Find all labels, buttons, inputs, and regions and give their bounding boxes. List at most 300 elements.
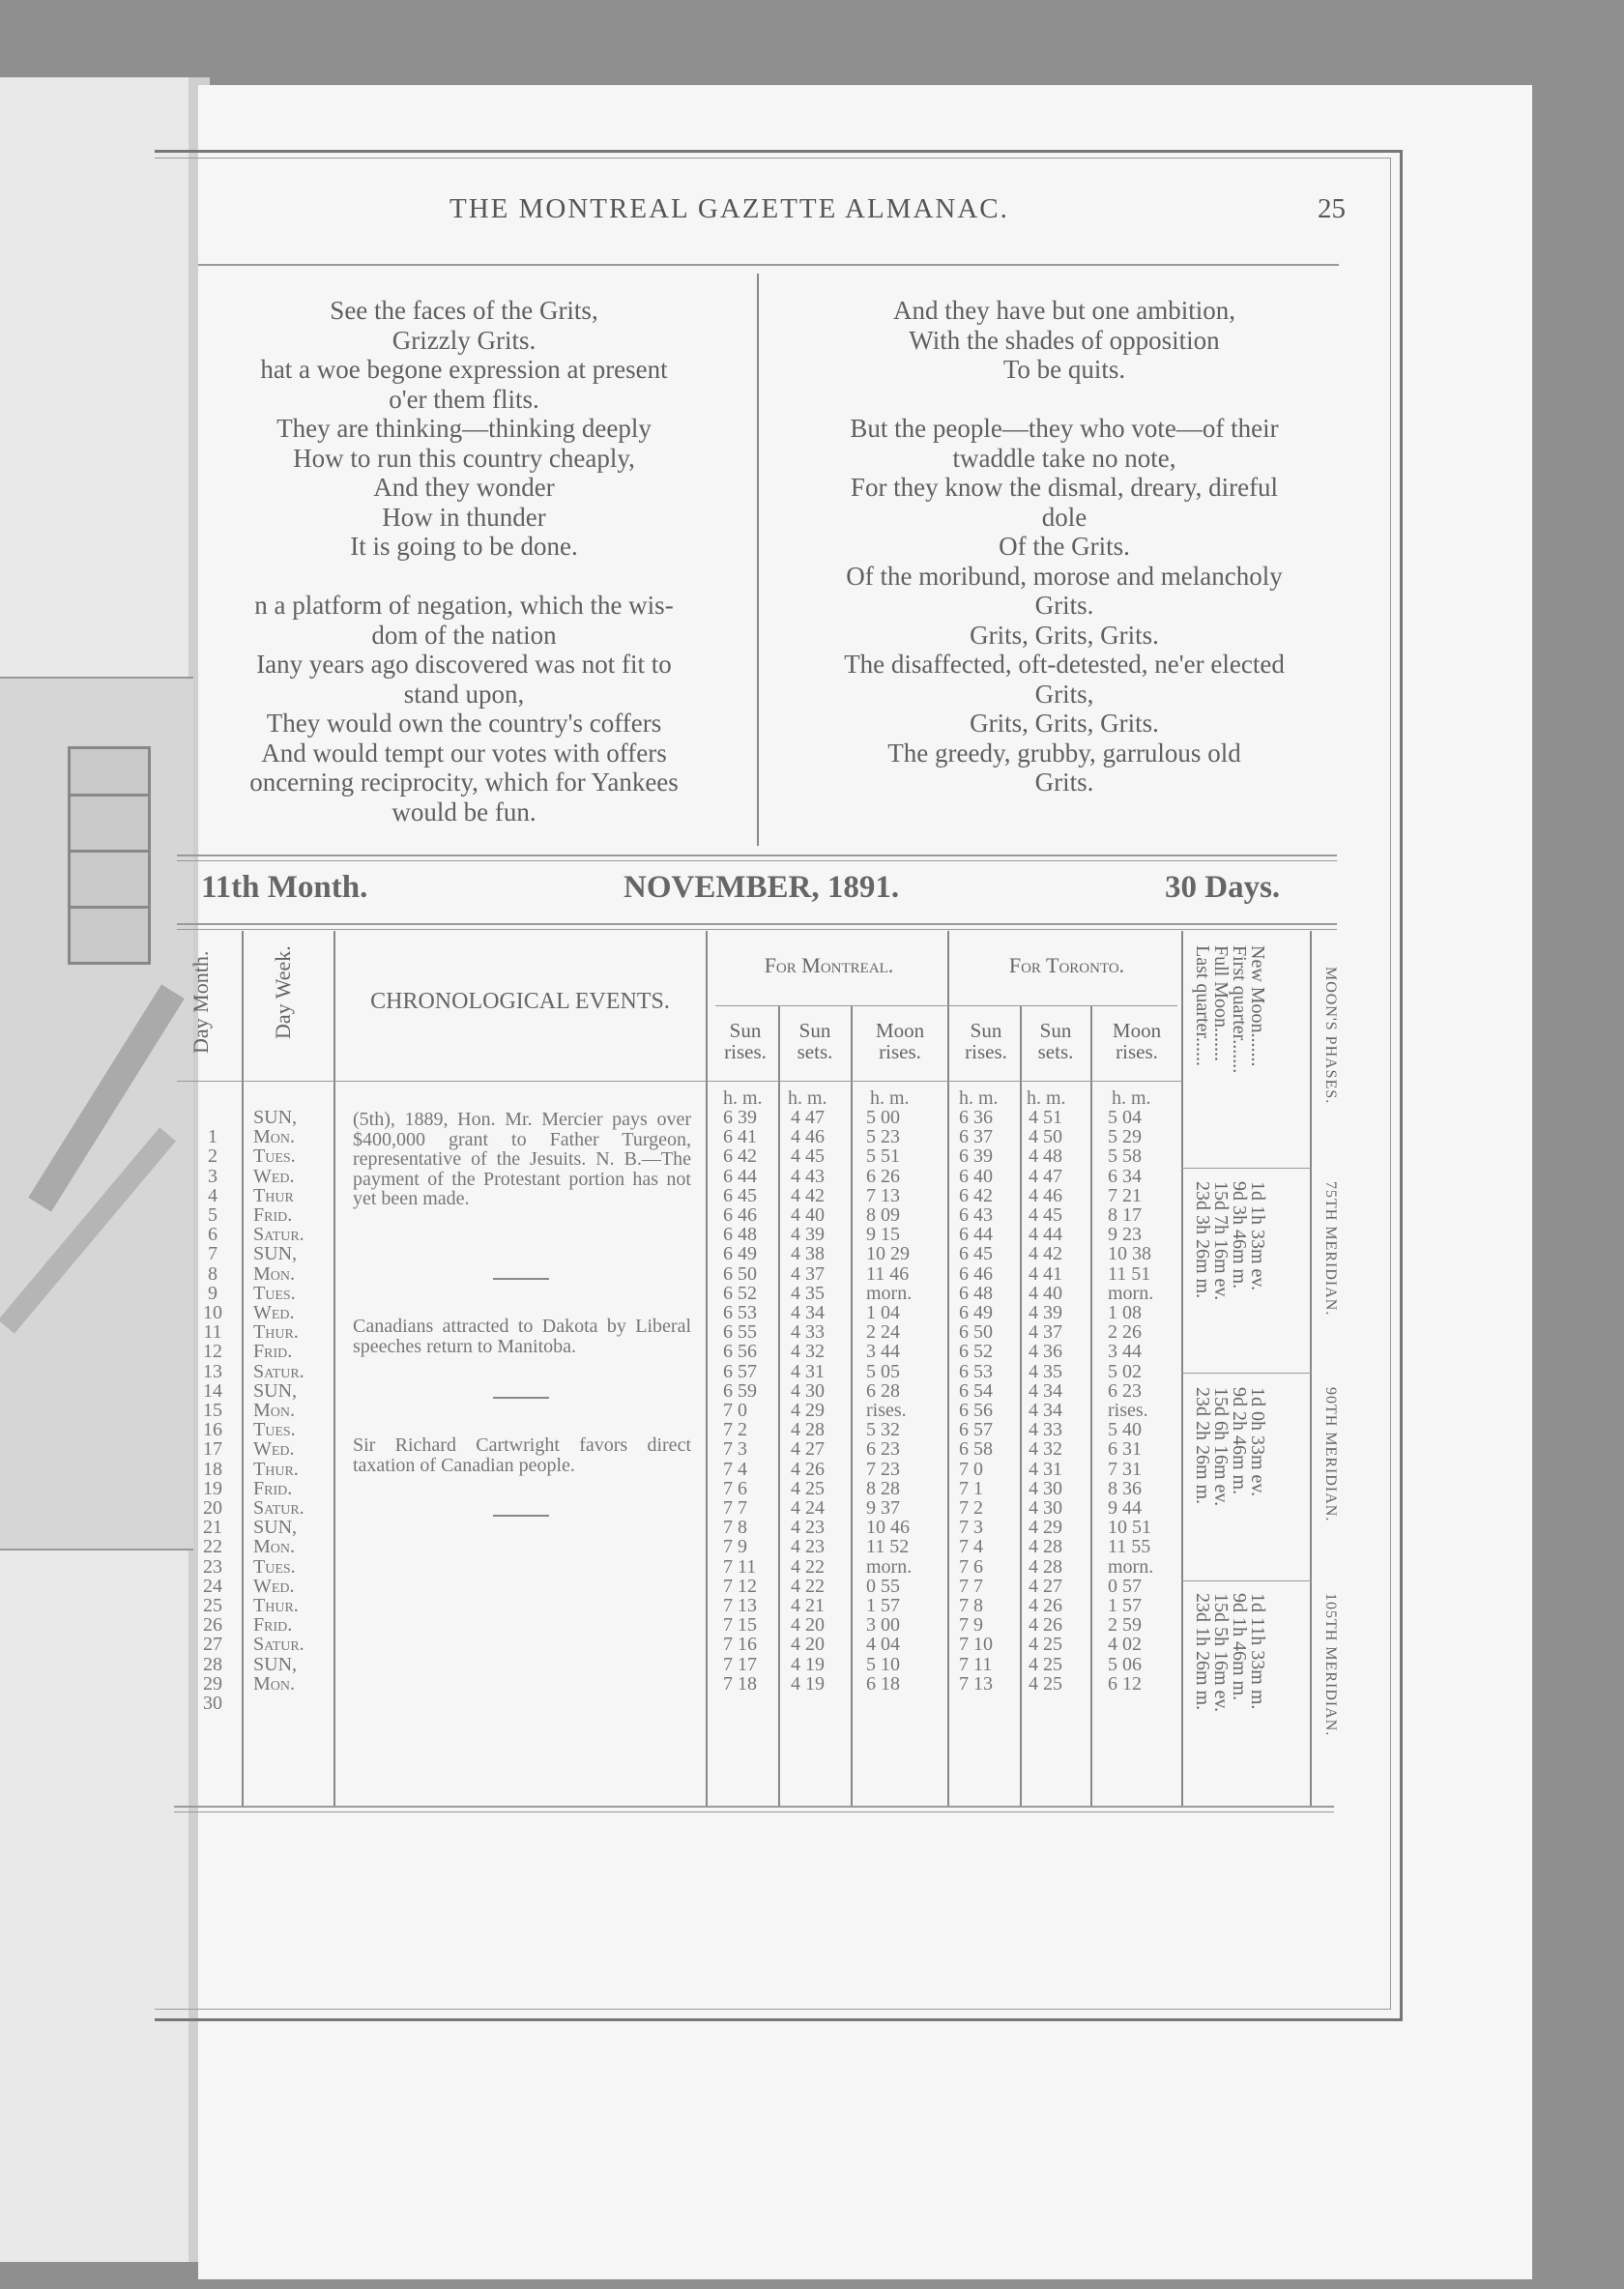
poem-line: They are thinking—thinking deeply — [276, 414, 652, 443]
phase-entry: 1d 1h 33m ev. — [1247, 1181, 1268, 1291]
table-cell: 6 12 — [1108, 1672, 1142, 1695]
table-cell: 4 38 — [791, 1243, 825, 1265]
header-montreal-moon-rises: Moon rises. — [875, 1019, 925, 1063]
table-cell: 4 41 — [1029, 1262, 1062, 1285]
poem-line: oncerning reciprocity, which for Yankees — [249, 768, 679, 797]
table-cell: 6 49 — [723, 1243, 757, 1265]
table-cell: 4 39 — [791, 1224, 825, 1246]
table-cell: 1 04 — [866, 1302, 900, 1324]
table-cell: 0 55 — [866, 1575, 900, 1597]
table-cell: 6 34 — [1108, 1165, 1142, 1187]
table-cell: Tues. — [253, 1145, 296, 1168]
table-cell: 6 43 — [959, 1204, 993, 1227]
table-cell: 7 11 — [959, 1653, 993, 1675]
meridian-75th-label: 75TH MERIDIAN. — [1322, 1181, 1339, 1317]
poem-line: But the people—they who vote—of their — [850, 414, 1279, 443]
poem-line: With the shades of opposition — [909, 325, 1220, 355]
table-cell: 7 9 — [959, 1614, 983, 1637]
table-cell: 4 51 — [1029, 1107, 1062, 1128]
table-cell: Thur. — [253, 1321, 299, 1344]
phase-rule — [1181, 1373, 1312, 1374]
table-cell: Tues. — [253, 1282, 296, 1304]
table-cell: 7 8 — [723, 1517, 747, 1539]
table-cell: 6 45 — [959, 1243, 993, 1265]
table-cell: 5 10 — [866, 1653, 900, 1675]
poem-line: And would tempt our votes with offers — [261, 738, 667, 768]
event-mercier-grant: (5th), 1889, Hon. Mr. Mercier pays over $400,000 grant to Father Turgeon, representative of the Jesuits. N. B.—The payment of the Protestant portion has not yet been made. — [353, 1109, 691, 1209]
table-cell: 4 45 — [791, 1145, 825, 1168]
table-cell: 4 19 — [791, 1653, 825, 1675]
header-chronological-events: CHRONOLOGICAL EVENTS. — [370, 989, 670, 1014]
table-cell: 4 39 — [1029, 1302, 1062, 1324]
table-cell: 4 50 — [1029, 1126, 1062, 1148]
table-bottom-rule-2 — [174, 1811, 1334, 1812]
phase-entry: 9d 1h 46m m. — [1229, 1593, 1250, 1701]
col-divider — [1181, 931, 1183, 1806]
poem-line: And they wonder — [373, 473, 555, 502]
table-cell: SUN, — [253, 1517, 298, 1539]
table-cell: morn. — [1108, 1555, 1154, 1578]
table-cell: 6 53 — [723, 1302, 757, 1324]
col-divider — [851, 1005, 853, 1806]
table-cell: 7 7 — [959, 1575, 983, 1597]
event-separator — [493, 1515, 549, 1517]
table-cell: 8 17 — [1108, 1204, 1142, 1227]
month-days: 30 Days. — [1165, 870, 1281, 905]
table-cell: 6 39 — [723, 1107, 757, 1128]
table-cell: 4 37 — [1029, 1321, 1062, 1344]
table-cell: 4 23 — [791, 1517, 825, 1539]
poem-line: The disaffected, oft-detested, ne'er elected — [844, 650, 1285, 679]
table-cell: 4 27 — [1029, 1575, 1062, 1597]
month-name: NOVEMBER, 1891. — [624, 870, 900, 905]
table-cell: 4 32 — [791, 1341, 825, 1363]
poem-line: dole — [1041, 502, 1088, 532]
table-cell: 3 44 — [866, 1341, 900, 1363]
table-cell: 20 — [203, 1497, 222, 1520]
table-cell: Satur. — [253, 1497, 304, 1520]
table-cell: 4 42 — [1029, 1243, 1062, 1265]
table-cell: 5 00 — [866, 1107, 900, 1128]
table-cell: 1 08 — [1108, 1302, 1142, 1324]
poem-line: stand upon, — [403, 679, 525, 709]
table-cell: 30 — [203, 1693, 222, 1715]
table-cell: 4 34 — [1029, 1379, 1062, 1402]
table-cell: Frid. — [253, 1341, 293, 1363]
table-cell: 7 13 — [866, 1184, 900, 1206]
table-cell: rises. — [866, 1400, 907, 1422]
table-cell: SUN, — [253, 1653, 298, 1675]
phase-times-105th — [1193, 1593, 1266, 1712]
phase-entry: 15d 6h 16m ev. — [1210, 1387, 1232, 1507]
table-cell: 4 32 — [1029, 1438, 1062, 1461]
units-hm: h. m. — [788, 1087, 827, 1109]
table-cell: 7 — [208, 1243, 218, 1265]
table-cell: 4 26 — [1029, 1595, 1062, 1617]
poem-line: o'er them flits. — [389, 384, 539, 414]
table-cell: 7 7 — [723, 1497, 747, 1520]
poem-right-column — [783, 296, 1346, 797]
toronto-sun-rises-column — [959, 1108, 993, 1694]
table-cell: 5 — [208, 1204, 218, 1227]
table-cell: 6 54 — [959, 1379, 993, 1402]
phase-entry: 23d 2h 26m m. — [1192, 1387, 1213, 1505]
table-cell: 4 20 — [791, 1634, 825, 1656]
table-top-rule-2 — [177, 929, 1337, 930]
table-cell: 6 41 — [723, 1126, 757, 1148]
poem-line: How to run this country cheaply, — [293, 443, 635, 473]
poem-line: Grizzly Grits. — [392, 325, 536, 355]
table-cell: Mon. — [253, 1262, 296, 1285]
table-cell: 2 24 — [866, 1321, 900, 1344]
table-cell: 4 33 — [791, 1321, 825, 1344]
table-cell: 4 25 — [791, 1477, 825, 1499]
poem-line: See the faces of the Grits, — [330, 296, 598, 325]
poem-line: They would own the country's coffers — [266, 709, 662, 738]
table-cell: 7 4 — [723, 1458, 747, 1480]
table-cell: 4 28 — [1029, 1555, 1062, 1578]
phase-entry: Last quarter...... — [1192, 945, 1213, 1066]
poem-bottom-rule — [177, 855, 1337, 856]
table-cell: Thur. — [253, 1458, 299, 1480]
table-cell: 4 30 — [791, 1379, 825, 1402]
table-cell: Frid. — [253, 1477, 293, 1499]
table-cell: 6 56 — [723, 1341, 757, 1363]
table-cell: 10 46 — [866, 1517, 910, 1539]
table-cell: 6 42 — [959, 1184, 993, 1206]
table-cell: 6 — [208, 1224, 218, 1246]
table-cell: 2 26 — [1108, 1321, 1142, 1344]
header-day-month: Day Month. — [188, 950, 213, 1054]
table-cell: 6 42 — [723, 1145, 757, 1168]
montreal-sun-sets-column — [791, 1108, 825, 1694]
table-cell: 29 — [203, 1672, 222, 1695]
table-cell: 6 56 — [959, 1400, 993, 1422]
table-cell: 7 31 — [1108, 1458, 1142, 1480]
table-cell: 5 40 — [1108, 1419, 1142, 1441]
poem-line: It is going to be done. — [350, 532, 578, 561]
units-hm: h. m. — [1112, 1087, 1151, 1109]
table-cell: 7 15 — [723, 1614, 757, 1637]
table-cell: 5 23 — [866, 1126, 900, 1148]
table-cell: SUN, — [253, 1379, 298, 1402]
table-cell: 7 17 — [723, 1653, 757, 1675]
table-cell: 6 50 — [959, 1321, 993, 1344]
table-cell: Wed. — [253, 1438, 295, 1461]
table-cell: 1 — [208, 1126, 218, 1148]
table-cell: Frid. — [253, 1204, 293, 1227]
page-number: 25 — [1318, 193, 1346, 224]
table-cell: 5 51 — [866, 1145, 900, 1168]
units-hm: h. m. — [959, 1087, 999, 1109]
table-cell: 4 23 — [791, 1536, 825, 1558]
table-cell: 4 44 — [1029, 1224, 1062, 1246]
table-cell: 7 9 — [723, 1536, 747, 1558]
table-cell: 23 — [203, 1555, 222, 1578]
table-cell: 7 4 — [959, 1536, 983, 1558]
table-cell: 6 57 — [959, 1419, 993, 1441]
table-cell: 4 29 — [791, 1400, 825, 1422]
table-cell: 19 — [203, 1477, 222, 1499]
table-cell: 9 37 — [866, 1497, 900, 1520]
table-cell: 6 58 — [959, 1438, 993, 1461]
poem-line: hat a woe begone expression at present — [260, 355, 668, 384]
poem-line: And they have but one ambition, — [893, 296, 1235, 325]
table-cell: 4 20 — [791, 1614, 825, 1637]
table-cell: Thur — [253, 1184, 294, 1206]
table-cell: 4 37 — [791, 1262, 825, 1285]
col-divider — [1020, 1005, 1022, 1806]
table-cell: 6 23 — [866, 1438, 900, 1461]
table-cell: 7 10 — [959, 1634, 993, 1656]
col-divider — [1310, 931, 1312, 1806]
table-cell: 4 42 — [791, 1184, 825, 1206]
table-cell: 7 0 — [959, 1458, 983, 1480]
table-cell: 14 — [203, 1379, 222, 1402]
poem-line: twaddle take no note, — [952, 443, 1176, 473]
table-cell: 4 02 — [1108, 1634, 1142, 1656]
table-cell: 1 57 — [866, 1595, 900, 1617]
table-cell: 16 — [203, 1419, 222, 1441]
header-moons-phases: MOON'S PHASES. — [1322, 967, 1339, 1105]
table-cell: 1 57 — [1108, 1595, 1142, 1617]
meridian-90th-label: 90TH MERIDIAN. — [1322, 1387, 1339, 1522]
table-cell: 3 — [208, 1165, 218, 1187]
table-top-rule — [177, 923, 1337, 925]
col-divider — [778, 1005, 780, 1806]
table-cell: 5 05 — [866, 1360, 900, 1382]
table-cell: 11 — [203, 1321, 222, 1344]
table-cell: 6 40 — [959, 1165, 993, 1187]
table-cell: 7 12 — [723, 1575, 757, 1597]
phase-rule — [1181, 1168, 1312, 1169]
header-toronto-sun-rises: Sun rises. — [965, 1019, 1007, 1063]
table-cell: morn. — [866, 1282, 913, 1304]
table-cell: 9 15 — [866, 1224, 900, 1246]
table-cell: 5 04 — [1108, 1107, 1142, 1128]
table-cell: 11 55 — [1108, 1536, 1151, 1558]
table-cell: 0 57 — [1108, 1575, 1142, 1597]
table-cell: Satur. — [253, 1224, 304, 1246]
table-cell: 6 52 — [723, 1282, 757, 1304]
table-cell: 7 23 — [866, 1458, 900, 1480]
header-toronto-moon-rises: Moon rises. — [1112, 1019, 1162, 1063]
table-cell: 5 29 — [1108, 1126, 1142, 1148]
table-cell: 4 25 — [1029, 1653, 1062, 1675]
poem-line: Grits. — [1034, 591, 1094, 620]
phase-entry: Full Moon....... — [1210, 945, 1232, 1062]
table-cell: Satur. — [253, 1634, 304, 1656]
table-cell: 4 33 — [1029, 1419, 1062, 1441]
table-cell: 10 51 — [1108, 1517, 1151, 1539]
phase-entry: 23d 3h 26m m. — [1192, 1181, 1213, 1299]
table-cell: 7 16 — [723, 1634, 757, 1656]
day-of-week-column — [253, 1108, 304, 1694]
table-cell: 4 36 — [1029, 1341, 1062, 1363]
table-cell: 2 — [208, 1145, 218, 1168]
poem-line: The greedy, grubby, garrulous old — [887, 738, 1241, 768]
table-cell: 6 37 — [959, 1126, 993, 1148]
table-cell: 4 40 — [791, 1204, 825, 1227]
poem-line: For they know the dismal, dreary, direful — [850, 473, 1279, 502]
table-cell: 4 31 — [791, 1360, 825, 1382]
moon-phase-names — [1193, 945, 1266, 1073]
poem-line: Of the Grits. — [999, 532, 1130, 561]
header-toronto-sun-sets: Sun sets. — [1037, 1019, 1074, 1063]
header-rule — [198, 264, 1339, 266]
table-cell: 7 21 — [1108, 1184, 1142, 1206]
table-cell: 6 48 — [959, 1282, 993, 1304]
table-cell: 7 2 — [959, 1497, 983, 1520]
poem-left-column — [193, 296, 735, 826]
poem-column-divider — [757, 274, 759, 846]
table-cell: 13 — [203, 1360, 222, 1382]
table-cell: 3 00 — [866, 1614, 900, 1637]
table-cell: 11 52 — [866, 1536, 910, 1558]
table-bottom-rule — [174, 1806, 1334, 1808]
montreal-moon-rises-column — [866, 1108, 912, 1694]
table-cell: 4 22 — [791, 1575, 825, 1597]
table-cell: 4 27 — [791, 1438, 825, 1461]
table-cell: 5 32 — [866, 1419, 900, 1441]
table-cell: 4 28 — [1029, 1536, 1062, 1558]
table-cell: 4 35 — [791, 1282, 825, 1304]
table-cell: 6 31 — [1108, 1438, 1142, 1461]
table-cell: 7 3 — [959, 1517, 983, 1539]
table-cell: 6 57 — [723, 1360, 757, 1382]
col-divider — [1090, 1005, 1092, 1806]
table-cell: rises. — [1108, 1400, 1148, 1422]
table-cell: 6 18 — [866, 1672, 900, 1695]
table-cell: 7 13 — [723, 1595, 757, 1617]
table-cell: 4 25 — [1029, 1634, 1062, 1656]
table-cell: 6 28 — [866, 1379, 900, 1402]
phase-times-75th — [1193, 1181, 1266, 1300]
table-cell: 8 — [208, 1262, 218, 1285]
header-montreal-sun-rises: Sun rises. — [724, 1019, 767, 1063]
table-cell: 4 34 — [791, 1302, 825, 1324]
table-cell: 28 — [203, 1653, 222, 1675]
table-cell: 12 — [203, 1341, 222, 1363]
header-montreal-sun-sets: Sun sets. — [797, 1019, 833, 1063]
table-cell: Mon. — [253, 1400, 296, 1422]
table-cell: 26 — [203, 1614, 222, 1637]
table-cell: 6 45 — [723, 1184, 757, 1206]
table-cell: 4 31 — [1029, 1458, 1062, 1480]
poem-line: Grits, Grits, Grits. — [970, 620, 1159, 650]
montreal-sun-rises-column — [723, 1108, 757, 1694]
meridian-105th-label: 105TH MERIDIAN. — [1322, 1593, 1339, 1737]
table-cell: 4 26 — [791, 1458, 825, 1480]
table-cell: 6 52 — [959, 1341, 993, 1363]
table-cell: Satur. — [253, 1360, 304, 1382]
table-cell: 7 0 — [723, 1400, 747, 1422]
poem-line: To be quits. — [1002, 355, 1126, 384]
table-cell: 8 36 — [1108, 1477, 1142, 1499]
table-cell: 8 28 — [866, 1477, 900, 1499]
table-cell: Wed. — [253, 1575, 295, 1597]
table-cell: 7 6 — [723, 1477, 747, 1499]
table-cell: 4 — [208, 1184, 218, 1206]
table-cell: Mon. — [253, 1536, 296, 1558]
phase-entry: 15d 7h 16m ev. — [1210, 1181, 1232, 1301]
table-cell: 22 — [203, 1536, 222, 1558]
phase-entry: First quarter....... — [1229, 945, 1250, 1074]
table-cell: 10 38 — [1108, 1243, 1151, 1265]
table-cell: 11 46 — [866, 1262, 910, 1285]
poem-line: Grits, Grits, Grits. — [970, 709, 1159, 738]
table-cell: Wed. — [253, 1302, 295, 1324]
table-cell: 7 11 — [723, 1555, 757, 1578]
col-divider — [706, 931, 708, 1806]
table-cell: Tues. — [253, 1419, 296, 1441]
poem-line: Grits, — [1034, 679, 1094, 709]
table-cell: 6 46 — [959, 1262, 993, 1285]
table-cell: 10 — [203, 1302, 222, 1324]
phase-entry: 23d 1h 26m m. — [1192, 1593, 1213, 1711]
subheader-rule — [715, 1005, 1177, 1006]
poem-line: dom of the nation — [371, 620, 557, 650]
table-cell: 6 46 — [723, 1204, 757, 1227]
phase-entry: New Moon....... — [1247, 945, 1268, 1067]
table-cell: 21 — [203, 1517, 222, 1539]
table-cell: 4 19 — [791, 1672, 825, 1695]
table-cell: 4 30 — [1029, 1497, 1062, 1520]
header-for-montreal: For Montreal. — [764, 953, 894, 977]
table-cell: 6 44 — [959, 1224, 993, 1246]
phase-entry: 1d 11h 33m m. — [1247, 1593, 1268, 1710]
table-cell: 7 3 — [723, 1438, 747, 1461]
event-dakota-return: Canadians attracted to Dakota by Liberal speeches return to Manitoba. — [353, 1316, 691, 1357]
table-cell: 4 24 — [791, 1497, 825, 1520]
table-cell: 4 34 — [1029, 1400, 1062, 1422]
table-cell: Thur. — [253, 1595, 299, 1617]
col-divider — [947, 931, 949, 1806]
poem-line: How in thunder — [382, 502, 546, 532]
table-cell: 4 28 — [791, 1419, 825, 1441]
table-cell: 17 — [203, 1438, 222, 1461]
table-cell: 4 45 — [1029, 1204, 1062, 1227]
poem-bottom-rule-2 — [177, 860, 1337, 861]
poem-line — [783, 385, 1346, 415]
header-day-week: Day Week. — [271, 945, 295, 1039]
table-cell: SUN, — [253, 1107, 298, 1128]
table-cell: 6 50 — [723, 1262, 757, 1285]
table-cell: 4 46 — [1029, 1184, 1062, 1206]
table-cell: 4 43 — [791, 1165, 825, 1187]
header-for-toronto: For Toronto. — [1008, 953, 1125, 977]
units-hm: h. m. — [723, 1087, 763, 1109]
phase-entry: 9d 3h 46m m. — [1229, 1181, 1250, 1289]
table-cell: 7 18 — [723, 1672, 757, 1695]
table-cell: 10 29 — [866, 1243, 910, 1265]
table-cell: 8 09 — [866, 1204, 900, 1227]
table-cell: 4 48 — [1029, 1145, 1062, 1168]
table-cell: morn. — [866, 1555, 913, 1578]
table-cell: 15 — [203, 1400, 222, 1422]
poem-line: Iany years ago discovered was not fit to — [256, 650, 672, 679]
table-cell: 9 — [208, 1282, 218, 1304]
table-cell: Mon. — [253, 1672, 296, 1695]
table-cell: 5 06 — [1108, 1653, 1142, 1675]
phase-entry: 15d 5h 16m ev. — [1210, 1593, 1232, 1713]
table-cell: 5 58 — [1108, 1145, 1142, 1168]
table-cell: 7 6 — [959, 1555, 983, 1578]
table-cell: 6 48 — [723, 1224, 757, 1246]
table-cell: 7 13 — [959, 1672, 993, 1695]
table-cell: morn. — [1108, 1282, 1154, 1304]
table-cell: 6 26 — [866, 1165, 900, 1187]
